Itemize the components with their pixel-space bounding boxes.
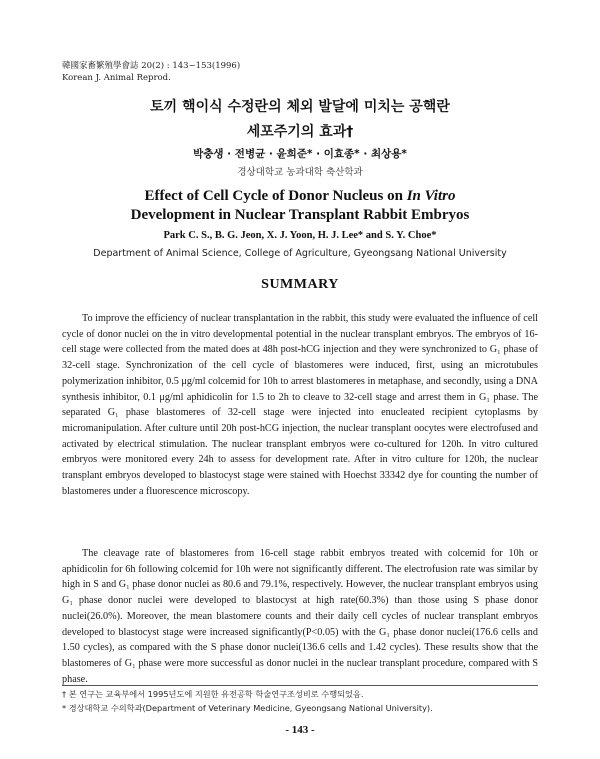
paragraph-text: To improve the efficiency of nuclear transplantation in the rabbit, this study were evaluated the influence of cell cycle of donor nuclei on the in vitro developmental potential in the nuclear transplant embryos. The embryos of 16-cell stage were collected from the mated does at 48h post-hCG injection and they were synchronized to G₁ phase of 32-cell stage. Synchronization of the cell cycle of blastomeres were induced, first, using an microtubules polymerization inhibitor, 0.5 μg/ml colcemid for 10h to arrest blastomeres in metaphase, and secondly, using a DNA synthesis inhibitor, 0.1 μg/ml aphidicolin for 1.5 to 2h to cleave to 32-cell stage and arrest them in G₁ phase. The separated G₁ phase blastomeres of 32-cell stage were injected into enucleated recipient cytoplasms by micromanipulation. After culture until 20h post-hCG injection, the nuclear transplant oocytes were electrofused and activated by electrical stimulation. The nuclear transplant embryos were co-cultured for 120h. In vitro cultured embryos were monitored every 24h to assess for development rate. After in vitro culture for 120h, the nuclear transplant embryos developed to blastocyst stage were stained with Hoechst 33342 dye for counting the number of blastomeres under a fluorescence microscopy. [62,313,538,497]
english-title-italic: In Vitro [406,188,456,204]
page-number: - 143 - [285,724,315,736]
summary-paragraph-1 [62,311,538,499]
english-affiliation: Department of Animal Science, College of Agriculture, Gyeongsang National University [93,248,507,259]
journal-citation-korean: 韓國家畜繁殖學會誌 20(2) : 143~153(1996) [62,61,241,71]
footnote-funding: † 본 연구는 교육부에서 1995년도에 지원한 유전공학 학술연구조성비로 수행되었음. [62,689,364,699]
english-title-line2: Development in Nuclear Transplant Rabbit Embryos [130,207,470,223]
english-title-text: Effect of Cell Cycle of Donor Nucleus on [144,188,407,204]
footnote-affiliation: * 경상대학교 수의학과(Department of Veterinary Medicine, Gyeongsang National University). [62,703,433,713]
korean-title-line2: 세포주기의 효과† [246,124,354,140]
footnote-divider [62,685,538,686]
korean-authors: 박충생 · 전병균 · 윤희준* · 이효종* · 최상용* [193,148,407,160]
journal-citation [62,60,240,84]
summary-heading: SUMMARY [261,277,339,292]
english-title-line1 [0,188,600,205]
korean-title-line1: 토끼 핵이식 수정란의 체외 발달에 미치는 공핵란 [150,99,450,115]
paragraph-text: The cleavage rate of blastomeres from 16-cell stage rabbit embryos treated with colcemid for 10h or aphidicolin for 6h following colcemid for 10h were not significantly different. The electrofusion rate was similar by high in S and G₁ phase donor nuclei as 80.6 and 79.1%, respectively. However, the nuclear transplant embryos using G₁ phase donor nuclei were developed to blastocyst at high rate(60.3%) than those using S phase donor nuclei(26.0%). Moreover, the mean blastomere counts and their daily cell cycles of nuclear transplant embryos developed to blastocyst stage were increased significantly(P<0.05) with the G₁ phase donor nuclei(176.6 cells and 1.50 cycles), as compared with the S phase donor nuclei(136.6 cells and 1.42 cycles). These results show that the blastomeres of G₁ phase were more successful as donor nuclei in the nuclear transplant procedure, compared with S phase. [62,548,538,685]
summary-paragraph-2 [62,546,538,687]
korean-affiliation: 경상대학교 농과대학 축산학과 [237,167,363,178]
english-authors: Park C. S., B. G. Jeon, X. J. Yoon, H. J. Lee* and S. Y. Choe* [163,230,437,241]
journal-citation-english: Korean J. Animal Reprod. [62,73,171,83]
